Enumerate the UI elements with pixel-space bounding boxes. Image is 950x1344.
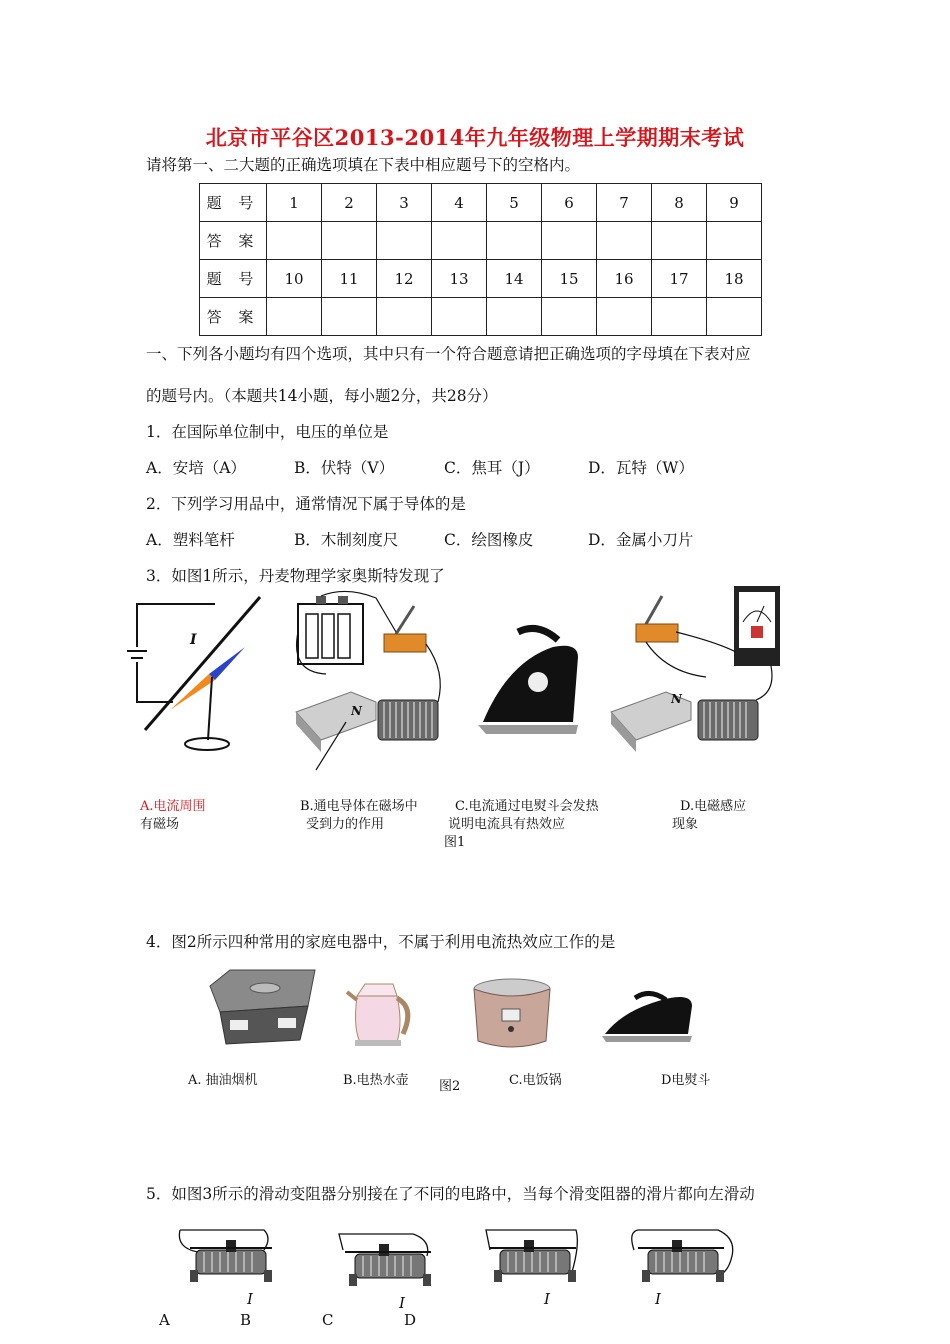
- rheostat-c-figure: [480, 1226, 580, 1288]
- caption-c: C.电饭锅: [509, 1073, 562, 1088]
- caption-c-line1: C.电流通过电熨斗会发热: [455, 799, 599, 814]
- table-cell: 6: [542, 184, 597, 222]
- table-cell: 3: [377, 184, 432, 222]
- oersted-figure: [125, 592, 265, 762]
- electric-kettle-figure: [345, 978, 420, 1048]
- answer-cell[interactable]: [322, 222, 377, 260]
- caption-b-line2: 受到力的作用: [306, 817, 385, 832]
- caption-a: A. 抽油烟机: [188, 1073, 258, 1088]
- table-row: [200, 260, 762, 298]
- table-cell: 13: [432, 260, 487, 298]
- answer-cell[interactable]: [267, 298, 322, 336]
- magnet-n-label: N: [351, 704, 362, 718]
- letter-a: A: [159, 1311, 170, 1329]
- answer-cell[interactable]: [377, 222, 432, 260]
- iron-figure: [478, 622, 588, 742]
- option-a: A．安培（A）: [146, 459, 246, 477]
- range-hood-figure: [200, 966, 320, 1046]
- current-label: I: [544, 1290, 550, 1308]
- current-label: I: [399, 1294, 405, 1312]
- table-cell: 4: [432, 184, 487, 222]
- answer-cell[interactable]: [542, 298, 597, 336]
- option-c: C．焦耳（J）: [444, 459, 540, 477]
- answer-table: [199, 183, 762, 336]
- table-cell: 8: [652, 184, 707, 222]
- section-heading-cont: 的题号内。（本题共14小题，每小题2分，共28分）: [146, 387, 498, 405]
- current-label: I: [190, 632, 197, 648]
- question-1-stem: 1．在国际单位制中，电压的单位是: [146, 423, 389, 441]
- caption-a-line1: A.电流周围: [140, 799, 206, 814]
- table-cell: 14: [487, 260, 542, 298]
- motor-apparatus-figure: [286, 592, 461, 777]
- answer-cell[interactable]: [432, 298, 487, 336]
- table-cell: 16: [597, 260, 652, 298]
- caption-d: D电熨斗: [661, 1073, 711, 1088]
- option-d: D．金属小刀片: [588, 531, 694, 549]
- magnet-n-label: N: [671, 692, 682, 706]
- table-cell: 18: [707, 260, 762, 298]
- answer-cell[interactable]: [487, 298, 542, 336]
- answer-cell[interactable]: [267, 222, 322, 260]
- instruction-text: 请将第一、二大题的正确选项填在下表中相应题号下的空格内。: [146, 156, 581, 174]
- option-b: B．木制刻度尺: [294, 531, 399, 549]
- caption-a-line2: 有磁场: [140, 817, 180, 832]
- answer-cell[interactable]: [597, 222, 652, 260]
- option-c: C．绘图橡皮: [444, 531, 534, 549]
- table-cell: 10: [267, 260, 322, 298]
- rheostat-d-figure: [628, 1226, 738, 1288]
- iron-figure: [600, 990, 700, 1045]
- answer-cell[interactable]: [487, 222, 542, 260]
- figure-2-label: 图2: [439, 1079, 461, 1094]
- current-label: I: [655, 1290, 661, 1308]
- answer-cell[interactable]: [652, 222, 707, 260]
- table-cell-label: 答 案: [200, 222, 267, 260]
- figure-1-label: 图1: [444, 835, 466, 850]
- letter-c: C: [322, 1311, 334, 1329]
- question-5-stem: 5．如图3所示的滑动变阻器分别接在了不同的电路中，当每个滑变阻器的滑片都向左滑动: [146, 1185, 755, 1203]
- table-row: [200, 222, 762, 260]
- question-2-stem: 2．下列学习用品中，通常情况下属于导体的是: [146, 495, 466, 513]
- table-cell: 7: [597, 184, 652, 222]
- option-b: B．伏特（V）: [294, 459, 395, 477]
- table-cell-label: 题 号: [200, 260, 267, 298]
- option-a: A．塑料笔杆: [146, 531, 235, 549]
- caption-b-line1: B.通电导体在磁场中: [300, 799, 418, 814]
- answer-cell[interactable]: [707, 222, 762, 260]
- table-cell: 1: [267, 184, 322, 222]
- question-4-stem: 4．图2所示四种常用的家庭电器中，不属于利用电流热效应工作的是: [146, 933, 616, 951]
- table-cell: 9: [707, 184, 762, 222]
- letter-b: B: [240, 1311, 252, 1329]
- table-cell: 15: [542, 260, 597, 298]
- rheostat-a-figure: [176, 1226, 276, 1288]
- current-label: I: [247, 1290, 253, 1308]
- table-cell: 2: [322, 184, 377, 222]
- table-cell: 11: [322, 260, 377, 298]
- table-cell-label: 题 号: [200, 184, 267, 222]
- caption-b: B.电热水壶: [343, 1073, 409, 1088]
- answer-cell[interactable]: [322, 298, 377, 336]
- table-cell: 5: [487, 184, 542, 222]
- answer-cell[interactable]: [542, 222, 597, 260]
- section-heading: 一、下列各小题均有四个选项，其中只有一个符合题意请把正确选项的字母填在下表对应: [146, 345, 751, 363]
- table-row: [200, 298, 762, 336]
- caption-c-line2: 说明电流具有热效应: [448, 817, 566, 832]
- rice-cooker-figure: [470, 975, 555, 1053]
- table-cell-label: 答 案: [200, 298, 267, 336]
- answer-cell[interactable]: [652, 298, 707, 336]
- rheostat-b-figure: [335, 1230, 435, 1292]
- answer-cell[interactable]: [597, 298, 652, 336]
- letter-d: D: [404, 1311, 417, 1329]
- caption-d-line2: 现象: [672, 817, 699, 832]
- caption-d-line1: D.电磁感应: [680, 799, 747, 814]
- table-row: [200, 184, 762, 222]
- answer-cell[interactable]: [707, 298, 762, 336]
- answer-cell[interactable]: [377, 298, 432, 336]
- answer-cell[interactable]: [432, 222, 487, 260]
- question-3-stem: 3．如图1所示，丹麦物理学家奥斯特发现了: [146, 567, 445, 585]
- induction-apparatus-figure: [606, 582, 786, 762]
- option-d: D．瓦特（W）: [588, 459, 694, 477]
- page-title: 北京市平谷区2013-2014年九年级物理上学期期末考试: [205, 125, 745, 150]
- table-cell: 17: [652, 260, 707, 298]
- table-cell: 12: [377, 260, 432, 298]
